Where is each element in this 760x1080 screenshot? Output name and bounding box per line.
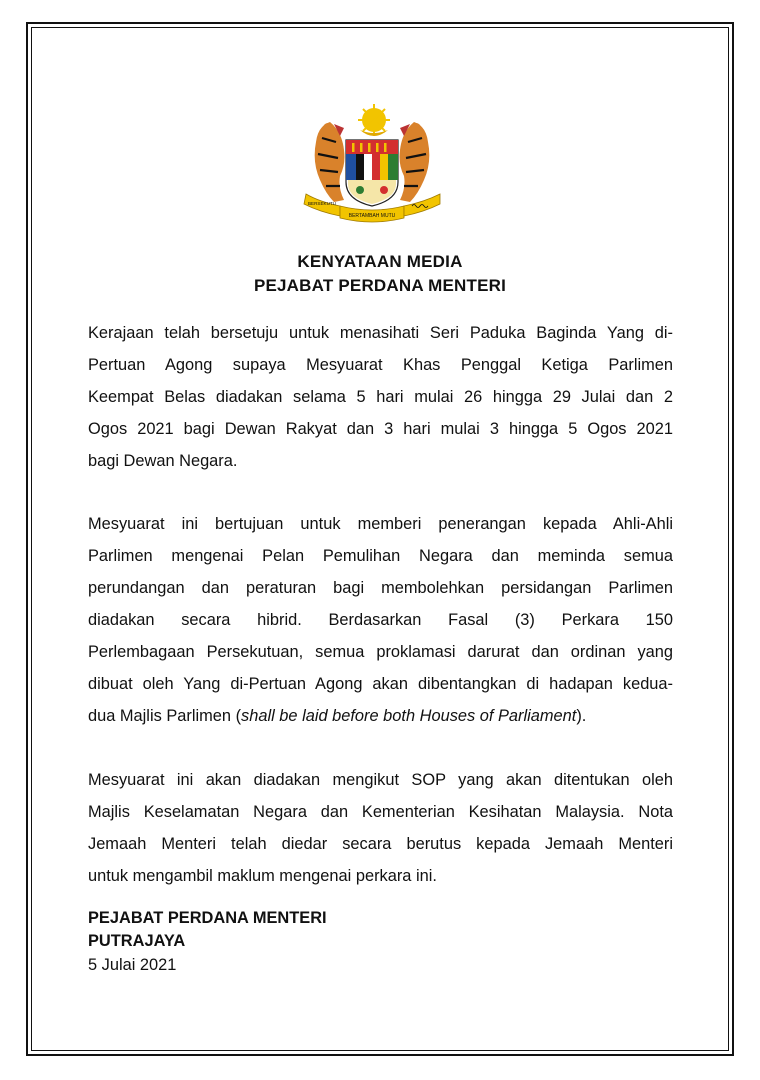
paragraph-line: Majlis Keselamatan Negara dan Kementerian Kesihatan Malaysia. Nota <box>88 803 673 821</box>
paragraph-line: Pertuan Agong supaya Mesyuarat Khas Penggal Ketiga Parlimen <box>88 356 673 374</box>
paragraph-line: Kerajaan telah bersetuju untuk menasihati Seri Paduka Baginda Yang di- <box>88 324 673 342</box>
paragraph-1 <box>88 317 673 477</box>
paragraph-3 <box>88 764 673 892</box>
text-fragment: ). <box>576 707 587 725</box>
paragraph-line: diadakan secara hibrid. Berdasarkan Fasal (3) Perkara 150 <box>88 611 673 629</box>
left-tiger-icon <box>315 122 345 202</box>
paragraph-line: Jemaah Menteri telah diedar secara berutus kepada Jemaah Menteri <box>88 835 673 853</box>
right-tiger-icon <box>400 122 430 202</box>
signature-date: 5 Julai 2021 <box>88 956 177 974</box>
paragraph-line: Ogos 2021 bagi Dewan Rakyat dan 3 hari mulai 3 hingga 5 Ogos 2021 <box>88 420 673 438</box>
paragraph-line: perundangan dan peraturan bagi membolehkan persidangan Parlimen <box>88 579 673 597</box>
ribbon-center-text: BERTAMBAH MUTU <box>348 213 396 219</box>
federal-star-icon <box>358 104 390 136</box>
paragraph-line <box>88 700 673 732</box>
signature-office: PEJABAT PERDANA MENTERI <box>88 909 327 927</box>
paragraph-line: untuk mengambil maklum mengenai perkara ini. <box>88 867 437 885</box>
signature-place: PUTRAJAYA <box>88 932 186 950</box>
paragraph-line: Perlembagaan Persekutuan, semua proklamasi darurat dan ordinan yang <box>88 643 673 661</box>
heading-office: PEJABAT PERDANA MENTERI <box>253 276 507 295</box>
paragraph-line: Keempat Belas diadakan selama 5 hari mulai 26 hingga 29 Julai dan 2 <box>88 388 673 406</box>
ribbon-left-text: BERSEKUTU <box>307 201 337 206</box>
coat-of-arms-emblem <box>300 102 444 226</box>
paragraph-line: Parlimen mengenai Pelan Pemulihan Negara dan meminda semua <box>88 547 673 565</box>
paragraph-line: dibuat oleh Yang di-Pertuan Agong akan dibentangkan di hadapan kedua- <box>88 675 673 693</box>
paragraph-line: Mesyuarat ini akan diadakan mengikut SOP yang akan ditentukan oleh <box>88 771 673 789</box>
paragraph-line: bagi Dewan Negara. <box>88 452 238 470</box>
italic-phrase: shall be laid before both Houses of Parliament <box>241 707 577 725</box>
heading-media-statement: KENYATAAN MEDIA <box>297 252 463 271</box>
paragraph-line: Mesyuarat ini bertujuan untuk memberi penerangan kepada Ahli-Ahli <box>88 515 673 533</box>
paragraph-2 <box>88 508 673 732</box>
shield-icon <box>346 140 398 206</box>
text-fragment: dua Majlis Parlimen ( <box>88 707 242 725</box>
